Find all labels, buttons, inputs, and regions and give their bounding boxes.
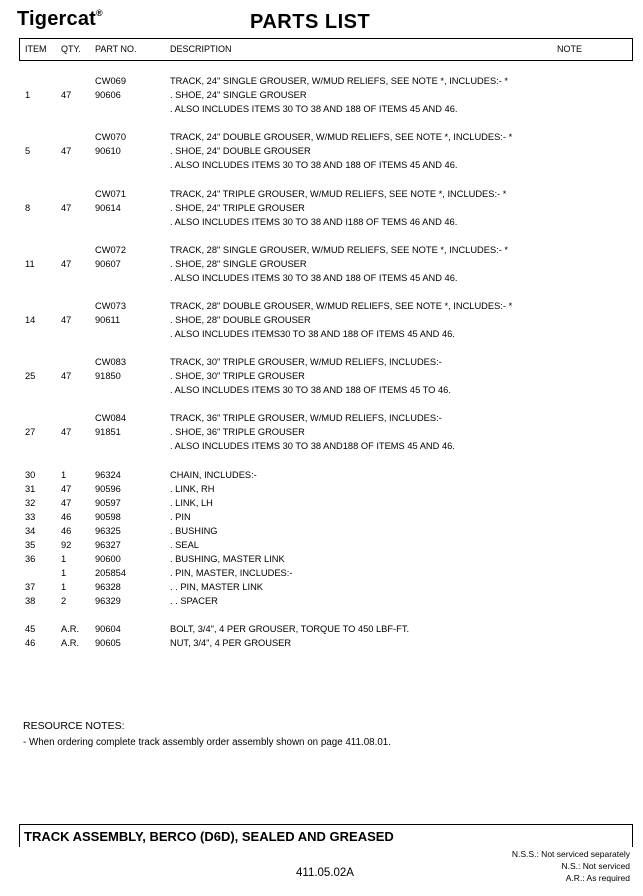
row-item-number: 34 xyxy=(25,526,36,536)
resource-notes-heading: RESOURCE NOTES: xyxy=(23,720,125,732)
row-description: . SHOE, 28" SINGLE GROUSER xyxy=(170,259,307,269)
row-description: . SHOE, 30" TRIPLE GROUSER xyxy=(170,371,305,381)
row-quantity: 1 xyxy=(61,554,67,564)
row-quantity: 47 xyxy=(61,146,72,156)
row-item-number: 1 xyxy=(25,90,31,100)
row-part-number: 90606 xyxy=(95,90,121,100)
row-part-number: CW084 xyxy=(95,413,127,423)
row-item-number: 37 xyxy=(25,582,36,592)
row-description: . SHOE, 24" TRIPLE GROUSER xyxy=(170,203,305,213)
row-part-number: CW083 xyxy=(95,357,127,367)
row-part-number: 91850 xyxy=(95,371,121,381)
row-description: . SHOE, 24" DOUBLE GROUSER xyxy=(170,146,311,156)
row-description: . ALSO INCLUDES ITEMS 30 TO 38 AND 188 OF ITEMS 45 TO 46. xyxy=(170,385,451,395)
registered-mark: ® xyxy=(96,8,103,18)
row-quantity: 47 xyxy=(61,259,72,269)
row-item-number: 32 xyxy=(25,498,36,508)
assembly-title: TRACK ASSEMBLY, BERCO (D6D), SEALED AND GREASED xyxy=(24,829,394,844)
row-description: TRACK, 24" TRIPLE GROUSER, W/MUD RELIEFS, SEE NOTE *, INCLUDES:- * xyxy=(170,189,507,199)
resource-note-line: - When ordering complete track assembly order assembly shown on page 411.08.01. xyxy=(23,737,391,748)
row-part-number: 96329 xyxy=(95,596,121,606)
row-part-number: 90611 xyxy=(95,315,121,325)
row-part-number: 96328 xyxy=(95,582,121,592)
row-description: TRACK, 28" DOUBLE GROUSER, W/MUD RELIEFS, SEE NOTE *, INCLUDES:- * xyxy=(170,301,513,311)
row-description: . ALSO INCLUDES ITEMS 30 TO 38 AND188 OF ITEMS 45 AND 46. xyxy=(170,441,455,451)
row-description: . ALSO INCLUDES ITEMS30 TO 38 AND 188 OF ITEMS 45 AND 46. xyxy=(170,329,455,339)
row-item-number: 46 xyxy=(25,638,36,648)
row-item-number: 36 xyxy=(25,554,36,564)
row-item-number: 8 xyxy=(25,203,31,213)
row-item-number: 33 xyxy=(25,512,36,522)
legend-ns: N.S.: Not serviced xyxy=(561,861,630,871)
row-item-number: 31 xyxy=(25,484,36,494)
row-part-number: 96327 xyxy=(95,540,121,550)
row-part-number: 90607 xyxy=(95,259,121,269)
row-description: TRACK, 30" TRIPLE GROUSER, W/MUD RELIEFS, INCLUDES:- xyxy=(170,357,442,367)
row-quantity: 47 xyxy=(61,203,72,213)
row-quantity: 47 xyxy=(61,90,72,100)
row-description: . PIN, MASTER, INCLUDES:- xyxy=(170,568,293,578)
row-description: TRACK, 24" DOUBLE GROUSER, W/MUD RELIEFS, SEE NOTE *, INCLUDES:- * xyxy=(170,132,513,142)
col-item-header: ITEM xyxy=(25,44,47,54)
col-note-header: NOTE xyxy=(557,44,583,54)
row-part-number: 90597 xyxy=(95,498,121,508)
row-item-number: 45 xyxy=(25,624,36,634)
row-quantity: 47 xyxy=(61,427,72,437)
row-description: . BUSHING xyxy=(170,526,218,536)
row-quantity: 46 xyxy=(61,526,72,536)
row-item-number: 38 xyxy=(25,596,36,606)
row-description: . LINK, LH xyxy=(170,498,213,508)
row-quantity: 1 xyxy=(61,470,67,480)
row-item-number: 14 xyxy=(25,315,36,325)
row-item-number: 11 xyxy=(25,259,35,269)
brand-name: Tigercat xyxy=(17,8,97,30)
row-description: . PIN xyxy=(170,512,191,522)
row-quantity: A.R. xyxy=(61,638,80,648)
row-quantity: 47 xyxy=(61,315,72,325)
row-description: . SHOE, 24" SINGLE GROUSER xyxy=(170,90,307,100)
row-quantity: 1 xyxy=(61,568,67,578)
legend-nss: N.S.S.: Not serviced separately xyxy=(511,849,630,859)
row-description: . SEAL xyxy=(170,540,199,550)
row-part-number: CW073 xyxy=(95,301,127,311)
row-part-number: 90614 xyxy=(95,203,121,213)
row-part-number: 90605 xyxy=(95,638,121,648)
row-quantity: 47 xyxy=(61,498,72,508)
row-part-number: 90600 xyxy=(95,554,121,564)
row-description: TRACK, 36" TRIPLE GROUSER, W/MUD RELIEFS, INCLUDES:- xyxy=(170,413,442,423)
row-description: TRACK, 28" SINGLE GROUSER, W/MUD RELIEFS, SEE NOTE *, INCLUDES:- * xyxy=(170,245,509,255)
col-qty-header: QTY. xyxy=(61,44,81,54)
row-part-number: 96325 xyxy=(95,526,121,536)
row-item-number: 35 xyxy=(25,540,36,550)
row-description: . LINK, RH xyxy=(170,484,215,494)
row-item-number: 30 xyxy=(25,470,36,480)
row-part-number: 90610 xyxy=(95,146,121,156)
row-quantity: 47 xyxy=(61,484,72,494)
row-item-number: 27 xyxy=(25,427,36,437)
row-description: . . SPACER xyxy=(170,596,218,606)
row-quantity: 92 xyxy=(61,540,72,550)
row-description: . BUSHING, MASTER LINK xyxy=(170,554,285,564)
row-description: NUT, 3/4", 4 PER GROUSER xyxy=(170,638,292,648)
col-part-header: PART NO. xyxy=(95,44,137,54)
row-description: . ALSO INCLUDES ITEMS 30 TO 38 AND 188 OF ITEMS 45 AND 46. xyxy=(170,104,458,114)
row-description: . SHOE, 28" DOUBLE GROUSER xyxy=(170,315,311,325)
page-number: 411.05.02A xyxy=(296,867,354,879)
row-quantity: 46 xyxy=(61,512,72,522)
row-part-number: 90604 xyxy=(95,624,121,634)
row-part-number: CW071 xyxy=(95,189,127,199)
row-part-number: CW069 xyxy=(95,76,127,86)
row-quantity: A.R. xyxy=(61,624,80,634)
row-quantity: 1 xyxy=(61,582,67,592)
row-part-number: CW072 xyxy=(95,245,127,255)
row-description: . . PIN, MASTER LINK xyxy=(170,582,263,592)
row-part-number: CW070 xyxy=(95,132,127,142)
col-description-header: DESCRIPTION xyxy=(170,44,232,54)
row-description: . ALSO INCLUDES ITEMS 30 TO 38 AND 188 OF ITEMS 45 AND 46. xyxy=(170,273,458,283)
legend-ar: A.R.: As required xyxy=(565,873,630,883)
row-description: BOLT, 3/4", 4 PER GROUSER, TORQUE TO 450 LBF-FT. xyxy=(170,624,410,634)
row-description: TRACK, 24" SINGLE GROUSER, W/MUD RELIEFS, SEE NOTE *, INCLUDES:- * xyxy=(170,76,509,86)
row-part-number: 91851 xyxy=(95,427,121,437)
row-item-number: 25 xyxy=(25,371,36,381)
row-part-number: 205854 xyxy=(95,568,127,578)
row-quantity: 2 xyxy=(61,596,67,606)
row-part-number: 90598 xyxy=(95,512,121,522)
page-title: PARTS LIST xyxy=(250,11,371,33)
row-part-number: 96324 xyxy=(95,470,121,480)
row-description: . ALSO INCLUDES ITEMS 30 TO 38 AND I188 OF TEMS 46 AND 46. xyxy=(170,217,458,227)
row-description: . SHOE, 36" TRIPLE GROUSER xyxy=(170,427,305,437)
row-description: . ALSO INCLUDES ITEMS 30 TO 38 AND 188 OF ITEMS 45 AND 46. xyxy=(170,160,458,170)
row-part-number: 90596 xyxy=(95,484,121,494)
row-quantity: 47 xyxy=(61,371,72,381)
row-item-number: 5 xyxy=(25,146,31,156)
row-description: CHAIN, INCLUDES:- xyxy=(170,470,257,480)
